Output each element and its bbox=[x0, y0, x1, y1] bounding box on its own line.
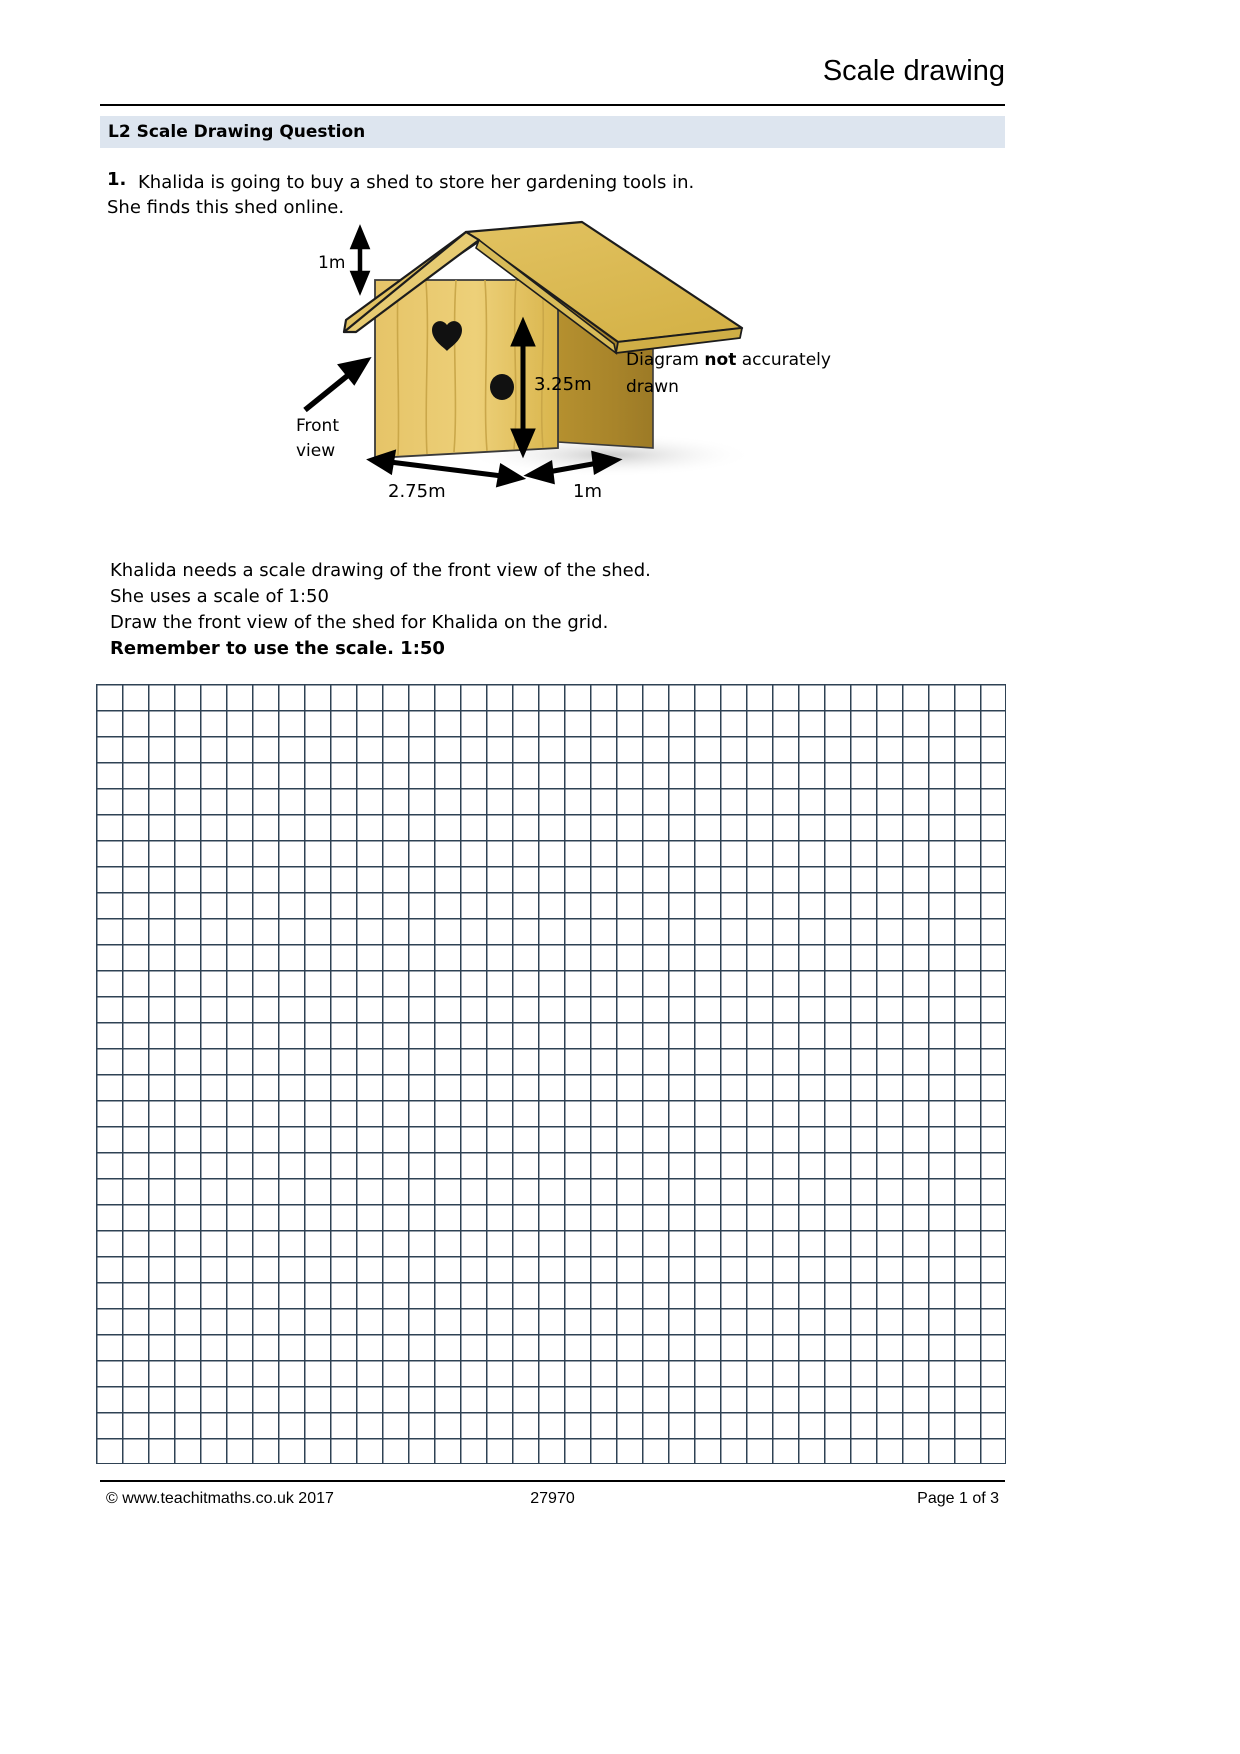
door-knob-icon bbox=[490, 374, 514, 400]
note-prefix: Diagram bbox=[626, 350, 705, 370]
front-view-pointer-arrow bbox=[305, 361, 366, 410]
prompt-line-2: She uses a scale of 1:50 bbox=[110, 586, 329, 607]
section-banner-label: L2 Scale Drawing Question bbox=[108, 122, 366, 142]
answer-grid[interactable] bbox=[96, 684, 1006, 1464]
note-emphasis: not bbox=[704, 350, 737, 370]
header-divider bbox=[100, 104, 1005, 106]
footer-copyright: © www.teachitmaths.co.uk 2017 bbox=[106, 1490, 334, 1507]
label-shed-width: 2.75m bbox=[388, 481, 446, 502]
diagram-accuracy-note bbox=[626, 347, 831, 401]
front-view-line-1: Front bbox=[296, 416, 339, 436]
footer-divider bbox=[100, 1480, 1005, 1482]
prompt-line-3: Draw the front view of the shed for Khalida on the grid. bbox=[110, 612, 609, 633]
note-line-2: drawn bbox=[626, 377, 679, 397]
label-shed-depth: 1m bbox=[573, 481, 602, 502]
footer-reference: 27970 bbox=[530, 1490, 575, 1507]
dimension-arrow-roof-height bbox=[353, 230, 367, 290]
label-front-view bbox=[296, 414, 339, 464]
question-line-1: Khalida is going to buy a shed to store her gardening tools in. bbox=[138, 172, 695, 193]
question-line-2: She finds this shed online. bbox=[107, 197, 345, 218]
prompt-line-1: Khalida needs a scale drawing of the front view of the shed. bbox=[110, 560, 651, 581]
prompt-line-4: Remember to use the scale. 1:50 bbox=[110, 638, 445, 659]
note-suffix: accurately bbox=[736, 350, 831, 370]
label-wall-height: 3.25m bbox=[534, 374, 592, 395]
front-view-line-2: view bbox=[296, 441, 336, 461]
page-header-title: Scale drawing bbox=[822, 55, 1005, 87]
label-roof-height: 1m bbox=[318, 253, 346, 273]
question-number: 1. bbox=[107, 169, 127, 190]
footer-page-number: Page 1 of 3 bbox=[917, 1490, 999, 1507]
